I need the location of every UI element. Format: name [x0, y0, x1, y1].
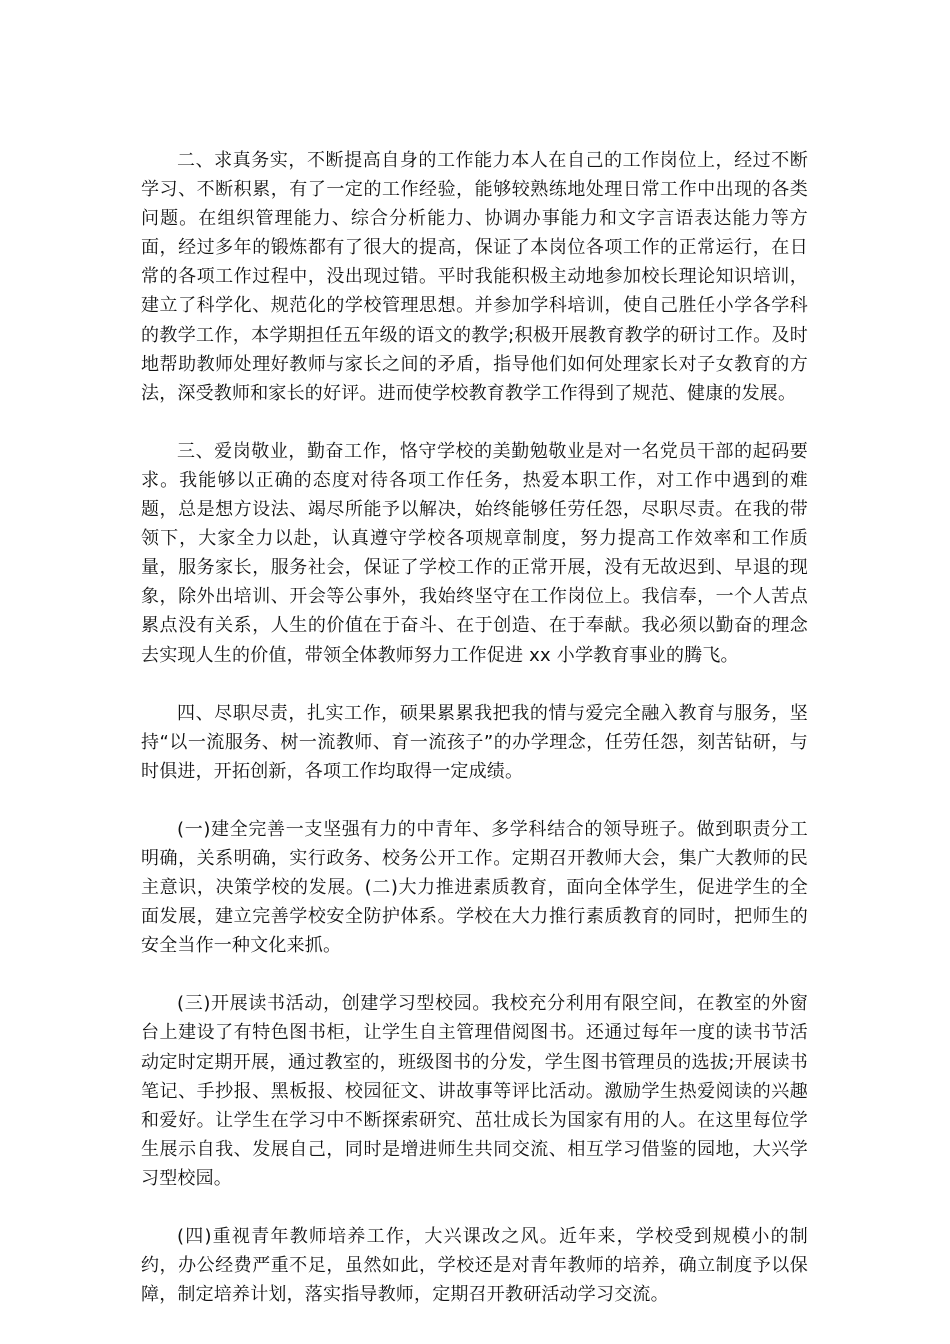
- paragraph-4-1: (一)建全完善一支坚强有力的中青年、多学科结合的领导班子。做到职责分工明确，关系明确，实行政务、校务公开工作。定期召开教师大会，集广大教师的民主意识，决策学校的发展。(二)大力推进素质教育，面向全体学生，促进学生的全面发展，建立完善学校安全防护体系。学校在大力推行素质教育的同时，把师生的安全当作一种文化来抓。: [141, 818, 808, 957]
- paragraph-3: 三、爱岗敬业，勤奋工作，恪守学校的美勤勉敬业是对一名党员干部的起码要求。我能够以正确的态度对待各项工作任务，热爱本职工作，对工作中遇到的难题，总是想方设法、竭尽所能予以解决，始终能够任劳任怨，尽职尽责。在我的带领下，大家全力以赴，认真遵守学校各项规章制度，努力提高工作效率和工作质量，服务家长，服务社会，保证了学校工作的正常开展，没有无故迟到、早退的现象，除外出培训、开会等公事外，我始终坚守在工作岗位上。我信奉，一个人苦点累点没有关系，人生的价值在于奋斗、在于创造、在于奉献。我必须以勤奋的理念去实现人生的价值，带领全体教师努力工作促进 xx 小学教育事业的腾飞。: [141, 440, 808, 666]
- document-body: [141, 146, 808, 1309]
- paragraph-4: 四、尽职尽责，扎实工作，硕果累累我把我的情与爱完全融入教育与服务，坚持“以一流服务、树一流教师、育一流孩子”的办学理念，任劳任怨，刻苦钻研，与时俱进，开拓创新，各项工作均取得一定成绩。: [141, 702, 808, 782]
- paragraph-4-4: (四)重视青年教师培养工作，大兴课改之风。近年来，学校受到规模小的制约，办公经费严重不足，虽然如此，学校还是对青年教师的培养，确立制度予以保障，制定培养计划，落实指导教师，定期召开教研活动学习交流。: [141, 1226, 808, 1306]
- paragraph-4-3: (三)开展读书活动，创建学习型校园。我校充分利用有限空间，在教室的外窗台上建设了有特色图书柜，让学生自主管理借阅图书。还通过每年一度的读书节活动定时定期开展，通过教室的，班级图书的分发，学生图书管理员的选拔;开展读书笔记、手抄报、黑板报、校园征文、讲故事等评比活动。激励学生热爱阅读的兴趣和爱好。让学生在学习中不断探索研究、茁壮成长为国家有用的人。在这里每位学生展示自我、发展自己，同时是增进师生共同交流、相互学习借鉴的园地，大兴学习型校园。: [141, 993, 808, 1189]
- paragraph-2: 二、求真务实，不断提高自身的工作能力本人在自己的工作岗位上，经过不断学习、不断积累，有了一定的工作经验，能够较熟练地处理日常工作中出现的各类问题。在组织管理能力、综合分析能力、协调办事能力和文字言语表达能力等方面，经过多年的锻炼都有了很大的提高，保证了本岗位各项工作的正常运行，在日常的各项工作过程中，没出现过错。平时我能积极主动地参加校长理论知识培训，建立了科学化、规范化的学校管理思想。并参加学科培训，使自己胜任小学各学科的教学工作，本学期担任五年级的语文的教学;积极开展教育教学的研讨工作。及时地帮助教师处理好教师与家长之间的矛盾，指导他们如何处理家长对子女教育的方法，深受教师和家长的好评。进而使学校教育教学工作得到了规范、健康的发展。: [141, 150, 808, 404]
